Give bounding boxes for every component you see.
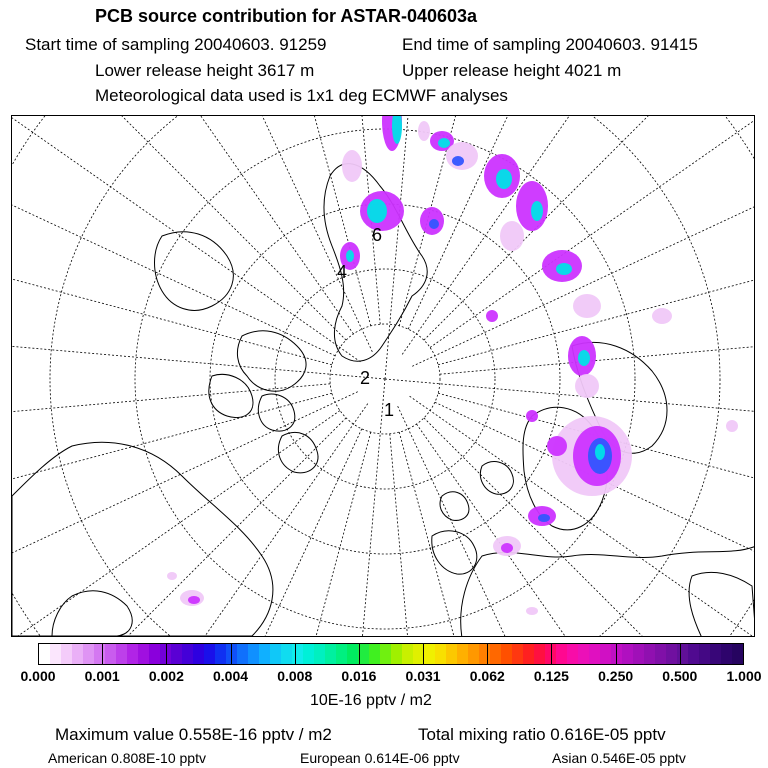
- plume-cell: [526, 410, 538, 422]
- plume-cell: [595, 444, 605, 460]
- colorbar-segment-40: [479, 644, 490, 664]
- meridian-line: [12, 116, 353, 334]
- colorbar-segment-5: [94, 644, 105, 664]
- colorbar-separator: [166, 644, 167, 664]
- colorbar-tick-label-9: 0.250: [598, 668, 634, 684]
- colorbar-segment-7: [116, 644, 127, 664]
- plume-cell: [575, 374, 599, 398]
- colorbar-segment-51: [600, 644, 611, 664]
- coastline: [461, 546, 755, 637]
- met-data-label: Meteorological data used is 1x1 deg ECMWF analyses: [95, 86, 508, 105]
- plume-cell: [578, 350, 590, 366]
- colorbar-tick-label-6: 0.031: [405, 668, 441, 684]
- colorbar-tick-label-8: 0.125: [533, 668, 569, 684]
- meridian-line: [12, 116, 335, 356]
- colorbar-segment-54: [633, 644, 644, 664]
- colorbar-segment-26: [325, 644, 336, 664]
- plume-cell: [501, 543, 513, 553]
- plume-cell: [438, 138, 450, 148]
- european-contribution-label: European 0.614E-06 pptv: [300, 750, 460, 766]
- plume-cell: [500, 221, 524, 251]
- meridian-line: [12, 301, 385, 379]
- colorbar-tick-label-3: 0.004: [213, 668, 249, 684]
- plume-cell: [496, 169, 512, 189]
- coastline: [480, 462, 513, 495]
- colorbar-segment-48: [567, 644, 578, 664]
- meridian-line: [12, 116, 372, 352]
- coastline: [209, 374, 253, 417]
- colorbar-segment-58: [677, 644, 688, 664]
- colorbar-segment-0: [39, 644, 50, 664]
- coastline: [237, 331, 306, 391]
- colorbar-segment-42: [501, 644, 512, 664]
- colorbar-segment-10: [149, 644, 160, 664]
- plume-cell: [429, 219, 439, 229]
- colorbar-segment-13: [182, 644, 193, 664]
- contour-label-2: 2: [360, 368, 371, 388]
- map-title: PCB source contribution for ASTAR-040603a: [95, 6, 478, 26]
- colorbar-segment-38: [457, 644, 468, 664]
- colorbar-segment-27: [336, 644, 347, 664]
- colorbar-segment-45: [534, 644, 545, 664]
- plume-cell: [573, 294, 601, 318]
- plume-cell: [538, 514, 550, 522]
- meridian-line: [152, 116, 371, 326]
- colorbar-segment-60: [699, 644, 710, 664]
- colorbar-tick-label-7: 0.062: [469, 668, 505, 684]
- colorbar-segment-55: [644, 644, 655, 664]
- plume-cell: [486, 310, 498, 322]
- contour-label-4: 4: [337, 262, 348, 282]
- coastline: [155, 232, 234, 311]
- colorbar-segment-33: [402, 644, 413, 664]
- asian-contribution-label: Asian 0.546E-05 pptv: [552, 750, 686, 766]
- colorbar-unit-label: 10E-16 pptv / m2: [310, 692, 432, 709]
- colorbar-tick-label-11: 1.000: [726, 668, 762, 684]
- total-mixing-ratio-label: Total mixing ratio 0.616E-05 pptv: [418, 725, 666, 744]
- colorbar-segment-12: [171, 644, 182, 664]
- colorbar-tick-label-0: 0.000: [20, 668, 56, 684]
- colorbar-segment-35: [424, 644, 435, 664]
- colorbar-separator: [487, 644, 488, 664]
- plume-cell: [188, 596, 200, 604]
- coastline: [52, 591, 132, 636]
- lower-release-height-label: Lower release height 3617 m: [95, 61, 315, 80]
- colorbar-segment-61: [710, 644, 721, 664]
- colorbar-segment-1: [50, 644, 61, 664]
- meridian-line: [12, 418, 346, 637]
- plume-cell: [346, 250, 354, 262]
- colorbar-segment-41: [490, 644, 501, 664]
- colorbar-segment-15: [204, 644, 215, 664]
- max-value-label: Maximum value 0.558E-16 pptv / m2: [55, 725, 332, 744]
- american-contribution-label: American 0.808E-10 pptv: [48, 750, 206, 766]
- plume-cell: [526, 607, 538, 615]
- colorbar-segment-20: [259, 644, 270, 664]
- colorbar-segment-62: [721, 644, 732, 664]
- plume-cell: [446, 142, 478, 170]
- colorbar-segment-44: [523, 644, 534, 664]
- colorbar-separator: [680, 644, 681, 664]
- colorbar-separator: [423, 644, 424, 664]
- colorbar-separator: [616, 644, 617, 664]
- colorbar-segment-39: [468, 644, 479, 664]
- colorbar-segment-43: [512, 644, 523, 664]
- colorbar-segment-9: [138, 644, 149, 664]
- colorbar-segment-16: [215, 644, 226, 664]
- coastline: [278, 432, 318, 472]
- colorbar-separator: [295, 644, 296, 664]
- plume-cell: [531, 201, 543, 221]
- colorbar-segment-36: [435, 644, 446, 664]
- colorbar-segment-8: [127, 644, 138, 664]
- coastline: [440, 492, 469, 521]
- colorbar-segment-25: [314, 644, 325, 664]
- colorbar-segment-21: [270, 644, 281, 664]
- plume-cell: [418, 121, 430, 141]
- plume-cell: [726, 420, 738, 432]
- polar-map: [11, 115, 755, 637]
- colorbar-segment-50: [589, 644, 600, 664]
- colorbar-segment-24: [303, 644, 314, 664]
- colorbar-segment-31: [380, 644, 391, 664]
- contour-label-6: 6: [372, 225, 383, 245]
- colorbar-tick-label-5: 0.016: [341, 668, 377, 684]
- plume-cell: [452, 156, 464, 166]
- colorbar-segment-57: [666, 644, 677, 664]
- colorbar-segment-18: [237, 644, 248, 664]
- plume-cell: [167, 572, 177, 580]
- meridian-line: [12, 384, 330, 458]
- end-time-label: End time of sampling 20040603. 91415: [402, 35, 698, 54]
- colorbar-segment-14: [193, 644, 204, 664]
- colorbar-segment-37: [446, 644, 457, 664]
- colorbar-tick-label-2: 0.002: [148, 668, 184, 684]
- plume-cell: [342, 150, 362, 182]
- plume-cell: [652, 308, 672, 324]
- colorbar-separator: [359, 644, 360, 664]
- colorbar-tick-label-4: 0.008: [277, 668, 313, 684]
- colorbar-segment-3: [72, 644, 83, 664]
- colorbar: [38, 643, 744, 665]
- colorbar-segment-19: [248, 644, 259, 664]
- colorbar-segment-22: [281, 644, 292, 664]
- colorbar-segment-4: [83, 644, 94, 664]
- plume-cell: [547, 436, 567, 456]
- colorbar-segment-53: [622, 644, 633, 664]
- colorbar-tick-label-10: 0.500: [662, 668, 698, 684]
- colorbar-segment-63: [732, 644, 743, 664]
- colorbar-segment-47: [556, 644, 567, 664]
- colorbar-separator: [231, 644, 232, 664]
- colorbar-segment-56: [655, 644, 666, 664]
- meridian-line: [12, 429, 362, 637]
- polar-map-svg: [12, 116, 755, 637]
- colorbar-segment-32: [391, 644, 402, 664]
- plume-cell: [367, 199, 387, 223]
- meridian-line: [152, 432, 371, 637]
- upper-release-height-label: Upper release height 4021 m: [402, 61, 622, 80]
- coastline: [12, 442, 273, 636]
- start-time-label: Start time of sampling 20040603. 91259: [25, 35, 327, 54]
- colorbar-segment-49: [578, 644, 589, 664]
- colorbar-separator: [102, 644, 103, 664]
- meridian-line: [12, 411, 340, 637]
- colorbar-segment-30: [369, 644, 380, 664]
- colorbar-segment-59: [688, 644, 699, 664]
- meridian-line: [12, 116, 360, 362]
- coastline: [689, 572, 755, 637]
- colorbar-segment-6: [105, 644, 116, 664]
- colorbar-segment-23: [292, 644, 303, 664]
- contour-label-1: 1: [384, 400, 395, 420]
- colorbar-separator: [551, 644, 552, 664]
- colorbar-ticks: [0, 668, 768, 688]
- plume-cell: [556, 263, 572, 275]
- colorbar-tick-label-1: 0.001: [84, 668, 120, 684]
- coastline: [432, 531, 477, 574]
- colorbar-segment-2: [61, 644, 72, 664]
- meridian-line: [390, 434, 464, 637]
- colorbar-segment-28: [347, 644, 358, 664]
